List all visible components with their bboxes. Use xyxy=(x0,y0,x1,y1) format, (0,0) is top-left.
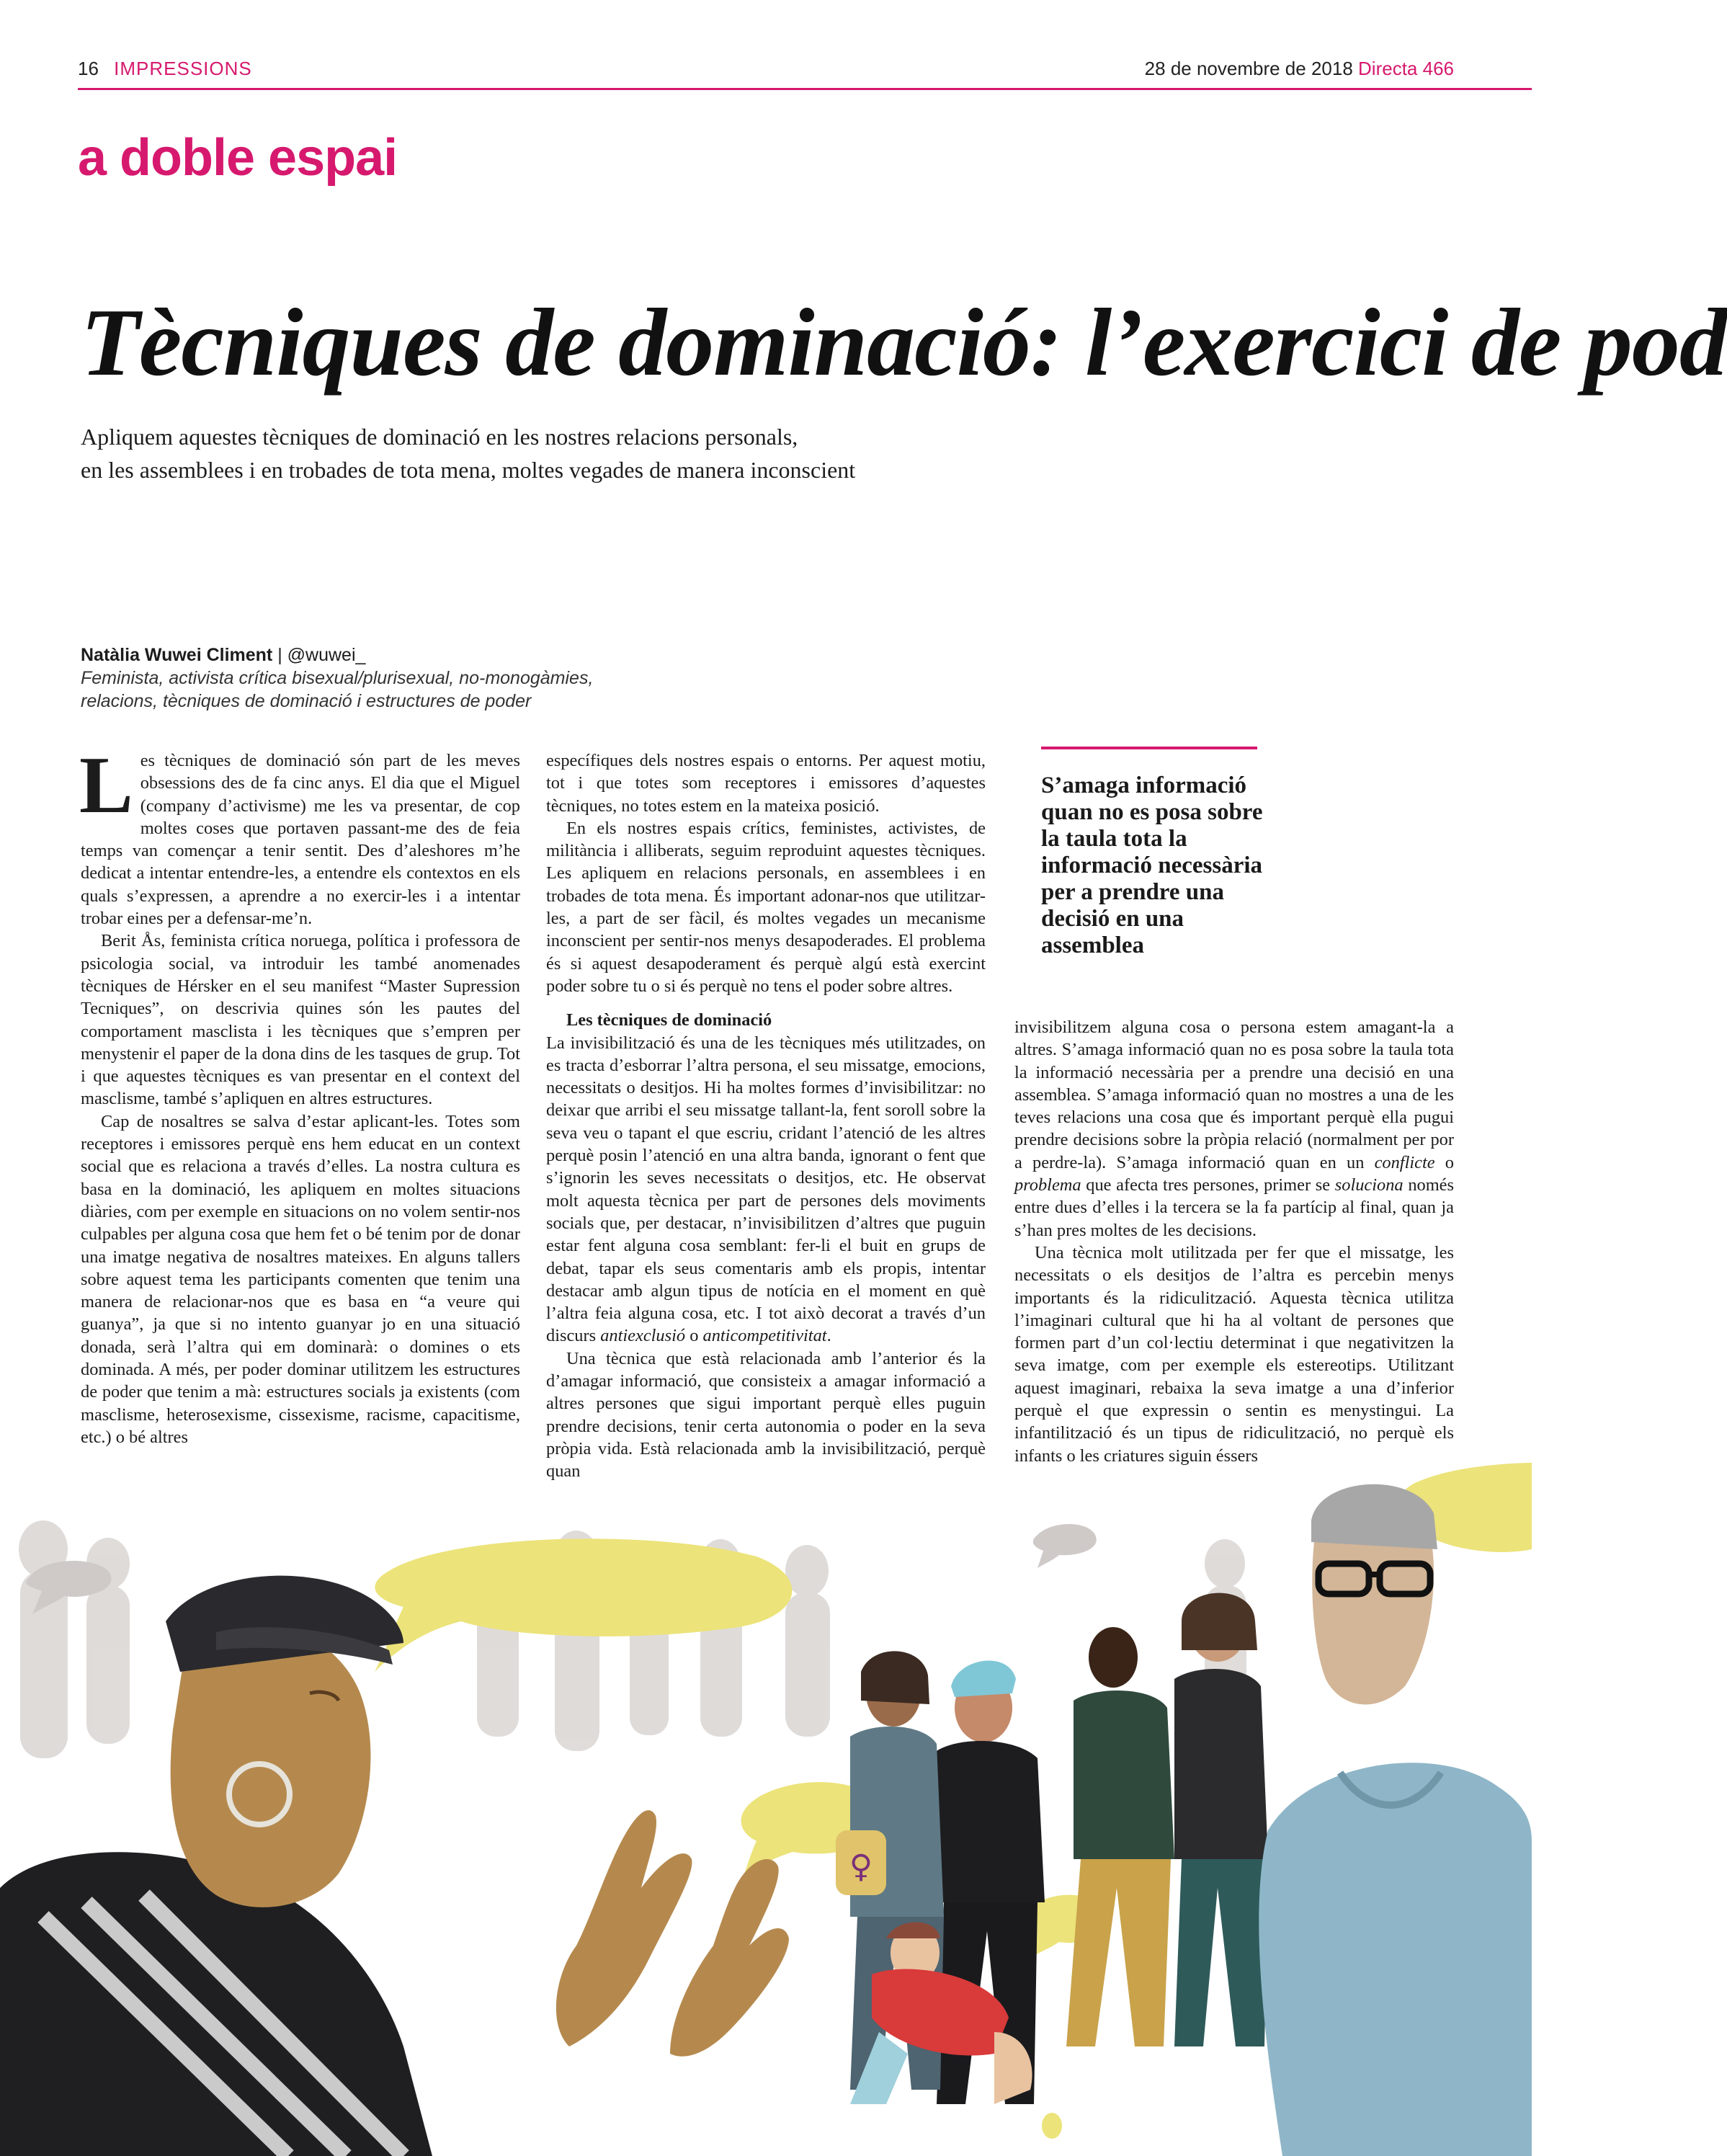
paragraph: invisibilitzem alguna cosa o persona estem amagant-la a altres. S’amaga informació quan no es posa sobre la taula tota la informació necessària per a prendre una decisió en una assemblea. S’amaga informació quan no mostres a una de les teves relacions una cosa que és important perquè ella pugui prendre decisions sobre la pròpia relació (normalment per por a perdre-la). S’amaga informació quan en un conflicte o problema que afecta tres persones, primer se soluciona només entre dues d’elles i la tercera se la fa partícip al final, quan ja s’han pres moltes de les decisions. xyxy=(1014,1017,1454,1240)
article-column-3 xyxy=(1014,1016,1454,1467)
paragraph: Una tècnica molt utilitzada per fer que el missatge, les necessitats o els desitjos de l’altra es percebin menys importants és la ridiculització. Aquesta tècnica utilitza l’imaginari cultural que hi ha al voltant de persones que formen part d’un col·lectiu determinat i que negativitzen la seva imatge, com per exemple els estereotips. Utilitzant aquest imaginari, rebaixa la seva imatge a una d’inferior perquè el que expressin o sentin es menystingui. La infantilització és un tipus de ridiculització, no perquè els infants o les criatures siguin éssers xyxy=(1014,1242,1454,1466)
header-rule xyxy=(78,88,1532,90)
paragraph: Cap de nosaltres se salva d’estar aplicant-les. Totes som receptores i emissores perquè ens hem educat en un context social que es relaciona a través d’elles. La nostra cultura es basa en la dominació, les apliquem en moltes situacions diàries, com per exemple en situacions on no volem sentir-nos culpables per alguna cosa que hem fet o bé tenim por de donar una imatge negativa de nosaltres mateixes. En alguns tallers sobre aquest tema les participants comenten que tenim una manera de relacionar-nos que es basa en “a veure qui guanya”, ja que si no intento guanyar jo en una situació donada, serà l’altra qui em dominarà: o domines o ets dominada. A més, per poder dominar utilitzem les estructures de poder que tenim a mà: estructures socials ja existents (com masclisme, heterosexisme, cissexisme, racisme, capacitisme, etc.) o bé altres xyxy=(81,1111,520,1447)
pullquote: S’amaga informació quan no es posa sobre la taula tota la informació necessària per a prendre una decisió en una assemblea xyxy=(1041,772,1263,958)
paragraph: específiques dels nostres espais o entorns. Per aquest motiu, tot i que totes som receptores i emissores d’aquestes tècniques, no totes estem en la mateixa posició. xyxy=(546,751,986,816)
standfirst-line-2: en les assemblees i en trobades de tota mena, moltes vegades de manera inconscient xyxy=(81,457,856,483)
figure-curly-hair xyxy=(1174,1593,1268,2046)
header-right xyxy=(1145,58,1454,80)
figure-dark-sweater xyxy=(1066,1627,1174,2046)
drop-cap: L xyxy=(79,741,133,830)
paragraph: En els nostres espais crítics, feministes, activistes, de militància i alliberats, seguim reproduint aquestes tècniques. Les apliquem en relacions personals, en assemblees i en trobades de tota mena. És important adonar-nos que utilitzar-les, a part de ser fàcil, és moltes vegades un mecanisme inconscient per sentir-nos menys desapoderades. El problema és si aquest desapoderament és perquè algú està exercint poder sobre tu o si és perquè no tens el poder sobre altres. xyxy=(546,818,986,996)
pullquote-rule xyxy=(1041,747,1257,749)
page-header xyxy=(78,58,1454,84)
standfirst-line-1: Apliquem aquestes tècniques de dominació en les nostres relacions personals, xyxy=(81,424,798,450)
author-description-2: relacions, tècniques de dominació i estructures de poder xyxy=(81,691,532,711)
header-left xyxy=(78,58,252,80)
paragraph: Berit Ås, feminista crítica noruega, política i professora de psicologia social, va introduir les també anomenades tècniques de Hérsker en el seu manifest “Master Supression Tecniques”, on descrivia quines són les pautes del comportament masclista i les tècniques que s’empren per menystenir el paper de la dona dins de les tasques de grup. Tot i que aquestes tècniques es van presentar en el context del masclisme, també s’apliquen en altres estructures. xyxy=(81,931,520,1109)
standfirst xyxy=(81,420,1017,486)
issue-date: 28 de novembre de 2018 xyxy=(1144,58,1353,79)
article-illustration xyxy=(0,1456,1532,2156)
paragraph: La invisibilització és una de les tècniques més utilitzades, on es tracta d’esborrar l’altra persona, el seu missatge, emocions, necessitats o desitjos. Hi ha moltes formes d’invisibilitzar: no deixar que arribi el seu missatge tallant-la, fent soroll sobre la seva veu o tapant el que escriu, cridant l’atenció de les altres perquè posin l’atenció en una altra banda, ignorant o fent que s’ignorin les seves necessitats o desitjos, etc. He observat molt aquesta tècnica per part de persones dels moviments socials que, per destacar, n’invisibilitzen d’altres que puguin estar fent alguna cosa semblant: fer-li el buit en grups de debat, tapar els seus comentaris amb els propis, intentar destacar amb algun tipus de notícia en el moment en què l’altra feia alguna cosa, etc. I tot això decorat a través d’un discurs antiexclusió o anticompetitivitat. xyxy=(546,1033,986,1346)
section-title: a doble espai xyxy=(78,129,398,187)
author-handle: | @wuwei_ xyxy=(277,645,366,665)
article-column-2 xyxy=(546,749,986,1483)
figure-glasses-hoodie xyxy=(1259,1484,1532,2156)
venus-symbol-icon: ♀ xyxy=(849,1848,873,1885)
article-column-1 xyxy=(79,741,520,1448)
paragraph: Una tècnica que està relacionada amb l’anterior és la d’amagar informació, que consisteix a amagar informació a altres persones que sigui important perquè elles puguin prendre decisions, tenir certa autonomia o poder en la seva pròpia vida. Està relacionada amb la invisibilització, perquè quan xyxy=(546,1348,986,1482)
author-name: Natàlia Wuwei Climent xyxy=(81,645,273,665)
section-label: IMPRESSIONS xyxy=(114,58,252,79)
headline: Tècniques de dominació: l’exercici de pod xyxy=(81,289,1727,396)
headline-container xyxy=(0,274,1727,411)
subheading: Les tècniques de dominació xyxy=(566,1010,772,1030)
issue-number: Directa 466 xyxy=(1358,58,1454,79)
author-description-1: Feminista, activista crítica bisexual/plurisexual, no-monogàmies, xyxy=(81,668,594,688)
page-number: 16 xyxy=(78,58,99,79)
paragraph: Les tècniques de dominació són part de les meves obsessions des de fa cinc anys. El dia que el Miguel (company d’activisme) me les va presentar, de cop moltes coses que portaven passant-me des de feia temps van començar a tenir sentit. Des d’aleshores m’he dedicat a intentar entendre-les, a entendre els contextos en els quals s’expressen, a aprendre a no exercir-les i a intentar trobar eines per a defensar-me’n. xyxy=(79,741,520,929)
byline xyxy=(81,643,729,713)
